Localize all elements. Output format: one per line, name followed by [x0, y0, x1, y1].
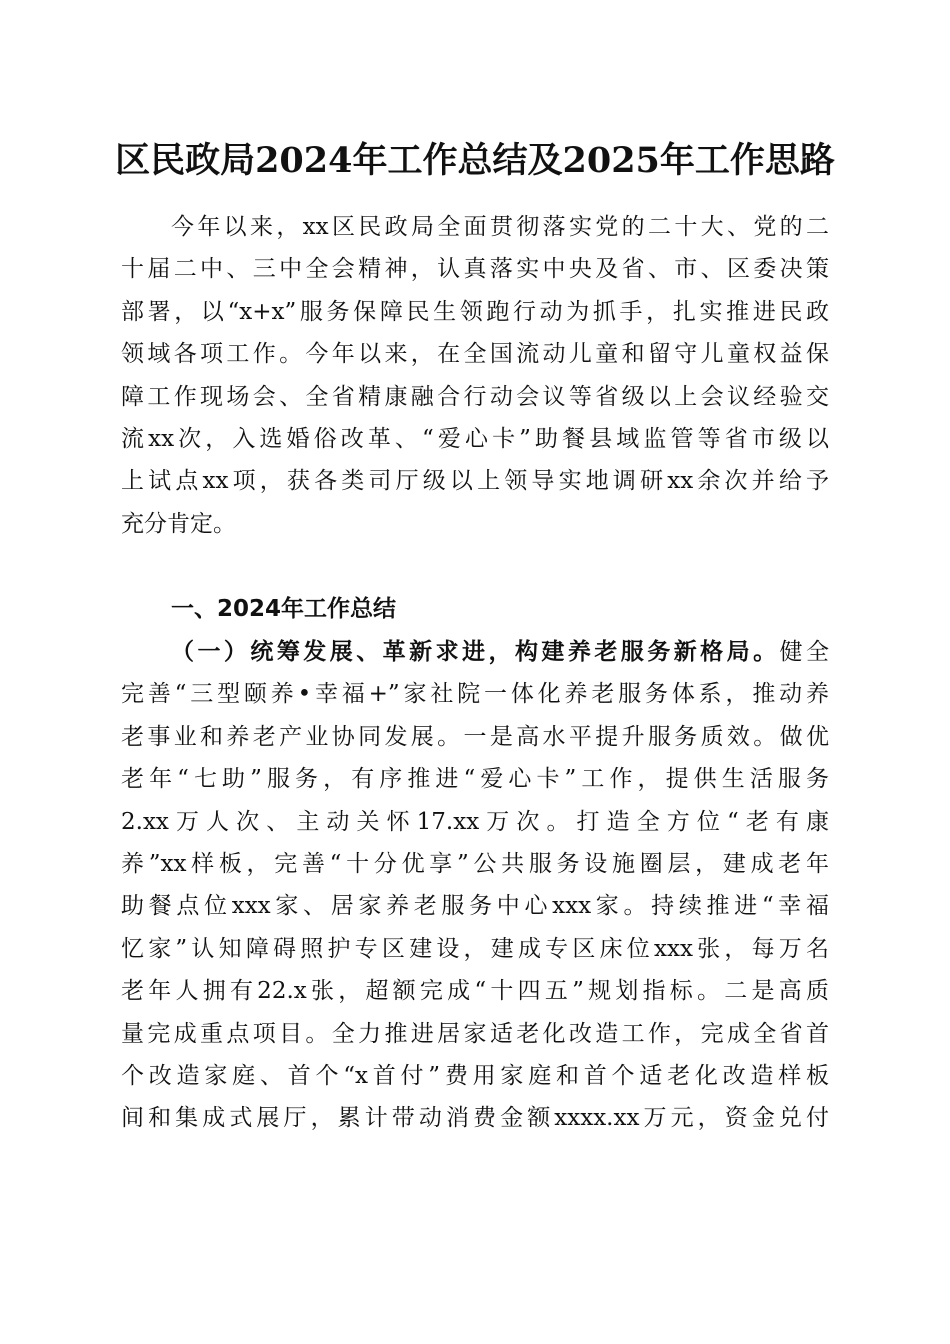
paragraph-line: 2.xx万人次、主动关怀17.xx万次。打造全方位“老有康	[121, 808, 829, 835]
paragraph-line: 完善“三型颐养•幸福+”家社院一体化养老服务体系，推动养	[121, 681, 829, 708]
subsection-paragraph	[121, 631, 829, 1140]
paragraph-line: 间和集成式展厅，累计带动消费金额xxxx.xx万元，资金兑付	[121, 1105, 829, 1132]
paragraph-line: 流xx次，入选婚俗改革、“爱心卡”助餐县域监管等省市级以	[121, 425, 829, 452]
paragraph-line: 个改造家庭、首个“x首付”费用家庭和首个适老化改造样板	[121, 1062, 829, 1089]
paragraph-line: 十届二中、三中全会精神，认真落实中央及省、市、区委决策	[121, 256, 829, 283]
section-heading: 一、2024年工作总结	[171, 596, 397, 622]
paragraph-line: 部署，以“x+x”服务保障民生领跑行动为抓手，扎实推进民政	[121, 298, 829, 325]
paragraph-line: 量完成重点项目。全力推进居家适老化改造工作，完成全省首	[121, 1020, 829, 1047]
paragraph-line: 养”xx样板，完善“十分优享”公共服务设施圈层，建成老年	[121, 850, 829, 877]
paragraph-line: 今年以来，xx区民政局全面贯彻落实党的二十大、党的二	[171, 214, 829, 240]
document-title: 区民政局2024年工作总结及2025年工作思路	[115, 140, 835, 181]
paragraph-line: 领域各项工作。今年以来，在全国流动儿童和留守儿童权益保	[121, 341, 829, 368]
paragraph-line-rest: 健全	[779, 639, 829, 665]
paragraph-line: 忆家”认知障碍照护专区建设，建成专区床位xxx张，每万名	[121, 935, 829, 962]
paragraph-first-line	[121, 631, 829, 673]
intro-paragraph	[121, 206, 829, 545]
paragraph-line: 老年人拥有22.x张，超额完成“十四五”规划指标。二是高质	[121, 978, 829, 1005]
paragraph-line: 助餐点位xxx家、居家养老服务中心xxx家。持续推进“幸福	[121, 893, 829, 920]
paragraph-line: 老年“七助”服务，有序推进“爱心卡”工作，提供生活服务	[121, 766, 829, 793]
paragraph-line: 充分肯定。	[121, 510, 236, 537]
paragraph-line: 障工作现场会、全省精康融合行动会议等省级以上会议经验交	[121, 383, 829, 410]
paragraph-line: 上试点xx项，获各类司厅级以上领导实地调研xx余次并给予	[121, 468, 829, 495]
paragraph-line: 老事业和养老产业协同发展。一是高水平提升服务质效。做优	[121, 723, 829, 750]
subsection-lead: （一）统筹发展、革新求进，构建养老服务新格局。	[171, 638, 780, 665]
